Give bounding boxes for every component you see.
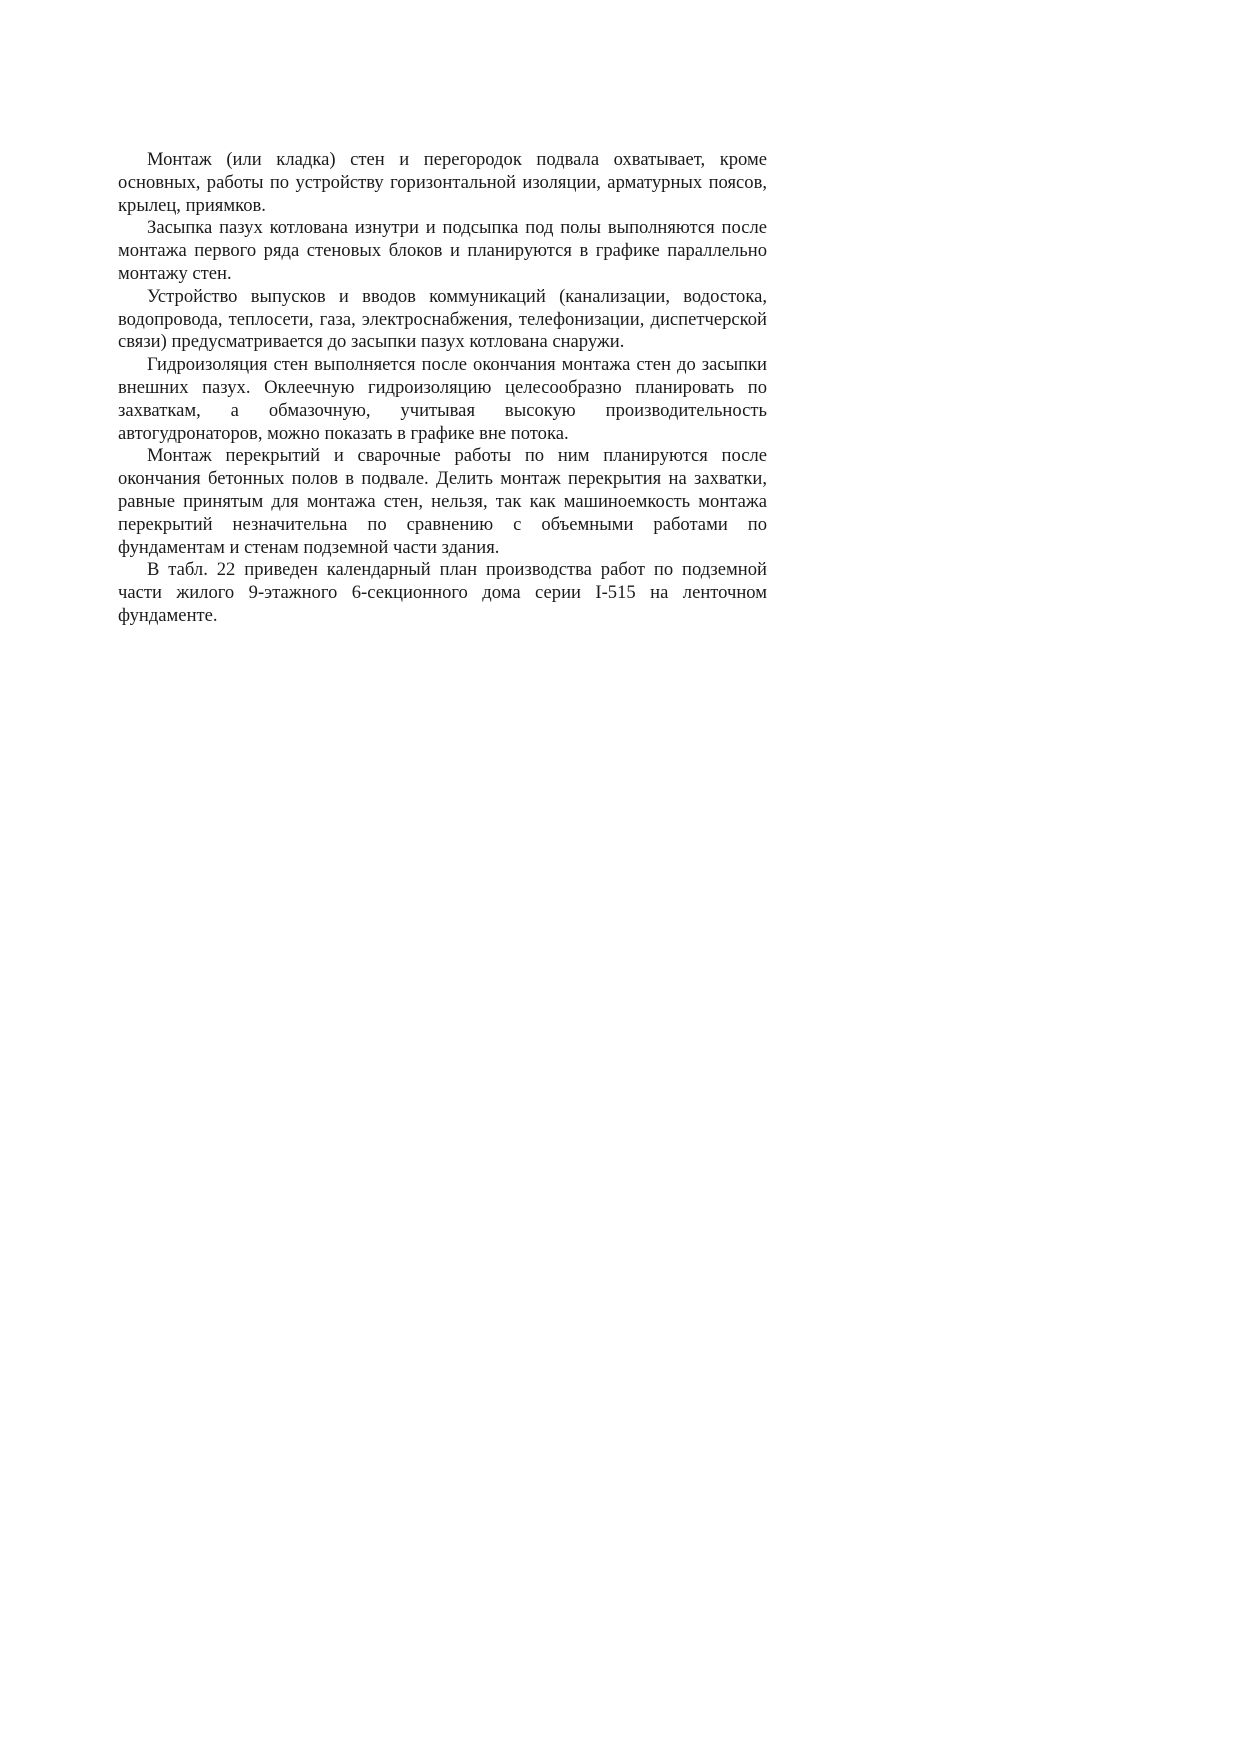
body-text <box>118 149 767 628</box>
paragraph-wall-installation: Монтаж (или кладка) стен и перегородок подвала охватывает, кроме основных, работы по устройству горизонтальной изоляции, арматурных поясов, крылец, приямков. <box>118 149 767 216</box>
paragraph-schedule-reference: В табл. 22 приведен календарный план производства работ по подземной части жилого 9-этажного 6-секционного дома серии I-515 на ленточном фундаменте. <box>118 559 767 626</box>
paragraph-floor-slabs: Монтаж перекрытий и сварочные работы по ним планируются после окончания бетонных полов в подвале. Делить монтаж перекрытия на захватки, равные принятым для монтажа стен, нельзя, так как машиноемкость монтажа перекрытий незначительна по сравнению с объемными работами по фундаментам и стенам подземной части здания. <box>118 445 767 558</box>
paragraph-waterproofing: Гидроизоляция стен выполняется после окончания монтажа стен до засыпки внешних пазух. Оклеечную гидроизоляцию целесообразно планировать по захваткам, а обмазочную, учитывая высокую производительность автогудронаторов, можно показать в графике вне потока. <box>118 354 767 444</box>
paragraph-utility-inlets: Устройство выпусков и вводов коммуникаций (канализации, водостока, водопровода, теплосети, газа, электроснабжения, телефонизации, диспетчерской связи) предусматривается до засыпки пазух котлована снаружи. <box>118 285 767 353</box>
paragraph-pit-backfill: Засыпка пазух котлована изнутри и подсыпка под полы выполняются после монтажа первого ряда стеновых блоков и планируются в графике параллельно монтажу стен. <box>118 217 767 284</box>
